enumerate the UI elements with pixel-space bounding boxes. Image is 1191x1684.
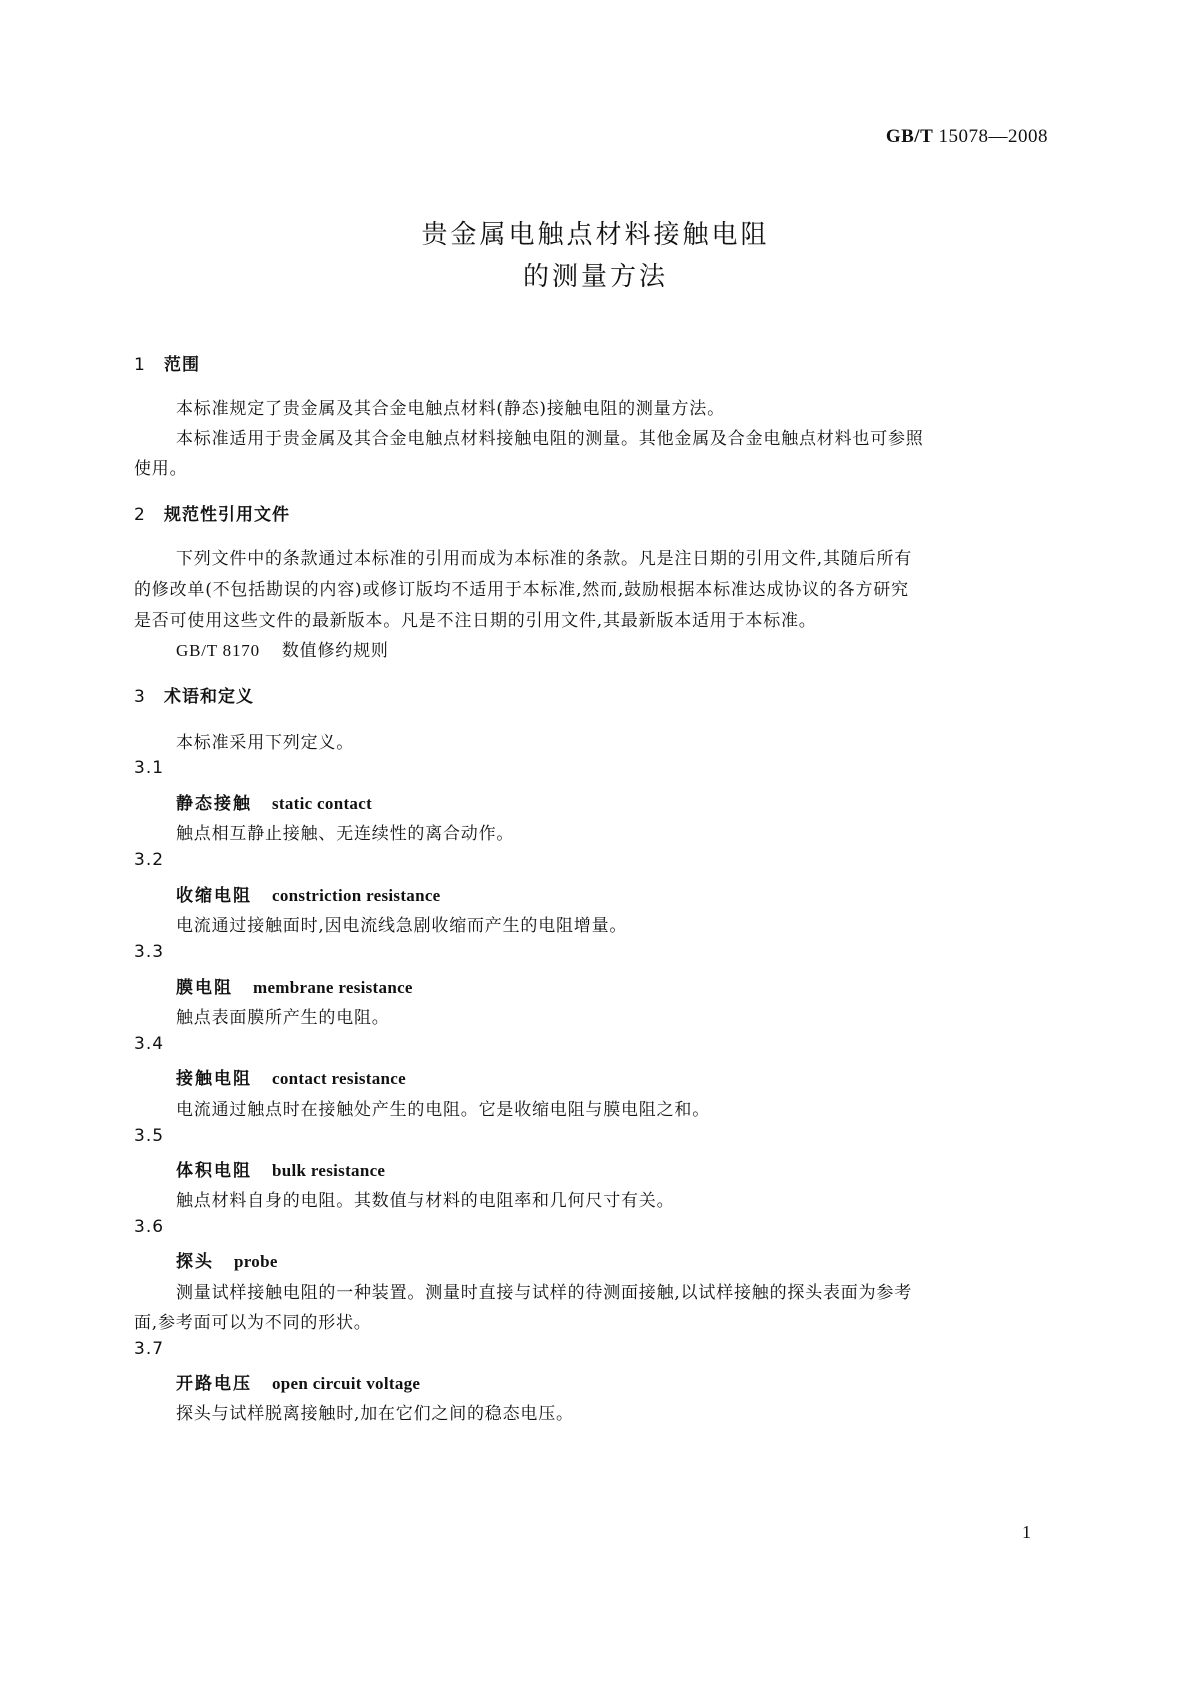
section-1-para1: 本标准规定了贵金属及其合金电触点材料(静态)接触电阻的测量方法。	[176, 399, 725, 419]
term-en: contact resistance	[272, 1069, 406, 1088]
reference-title: 数值修约规则	[281, 641, 389, 661]
section-2-para-line2: 的修改单(不包括勘误的内容)或修订版均不适用于本标准,然而,鼓励根据本标准达成协议的各方研究	[134, 580, 909, 600]
term-definition: 测量试样接触电阻的一种装置。测量时直接与试样的待测面接触,以试样接触的探头表面为参考	[176, 1283, 913, 1303]
term-definition: 触点材料自身的电阻。其数值与材料的电阻率和几何尺寸有关。	[176, 1191, 675, 1211]
section-3-intro: 本标准采用下列定义。	[176, 733, 354, 753]
term-entry	[176, 789, 372, 814]
standard-code-number: 15078—2008	[938, 126, 1048, 147]
section-2-para-line3: 是否可使用这些文件的最新版本。凡是不注日期的引用文件,其最新版本适用于本标准。	[134, 611, 817, 631]
term-definition: 电流通过触点时在接触处产生的电阻。它是收缩电阻与膜电阻之和。	[176, 1100, 710, 1120]
section-1-para2-line2: 使用。	[134, 459, 188, 479]
section-2-para-line1: 下列文件中的条款通过本标准的引用而成为本标准的条款。凡是注日期的引用文件,其随后所有	[176, 549, 913, 569]
term-definition: 探头与试样脱离接触时,加在它们之间的稳态电压。	[176, 1404, 574, 1424]
document-title-line2: 的测量方法	[522, 262, 668, 292]
term-entry	[176, 1064, 406, 1089]
term-en: bulk resistance	[272, 1161, 386, 1180]
section-number: 1	[134, 355, 146, 375]
section-title: 术语和定义	[164, 687, 254, 707]
term-zh: 静态接触	[176, 794, 252, 814]
term-en: probe	[234, 1252, 278, 1271]
section-number: 2	[134, 505, 146, 525]
term-zh: 体积电阻	[176, 1161, 252, 1181]
term-entry	[176, 1156, 385, 1181]
normative-reference	[176, 636, 389, 661]
section-1-para2-line1: 本标准适用于贵金属及其合金电触点材料接触电阻的测量。其他金属及合金电触点材料也可参照	[176, 429, 924, 449]
term-zh: 接触电阻	[176, 1069, 252, 1089]
term-en: static contact	[272, 794, 373, 813]
section-title: 规范性引用文件	[164, 505, 290, 525]
section-2-heading	[134, 500, 290, 525]
document-title-line1: 贵金属电触点材料接触电阻	[421, 220, 770, 250]
clause-number: 3.1	[134, 758, 165, 778]
clause-number: 3.6	[134, 1217, 165, 1237]
clause-number: 3.3	[134, 942, 165, 962]
term-definition: 触点表面膜所产生的电阻。	[176, 1008, 390, 1028]
clause-number: 3.4	[134, 1034, 165, 1054]
term-definition-cont: 面,参考面可以为不同的形状。	[134, 1313, 372, 1333]
term-en: membrane resistance	[253, 978, 413, 997]
term-entry	[176, 881, 441, 906]
term-en: constriction resistance	[272, 886, 441, 905]
term-en: open circuit voltage	[272, 1374, 421, 1393]
standard-code-prefix: GB/T	[885, 126, 934, 147]
clause-number: 3.7	[134, 1339, 165, 1359]
term-definition: 电流通过接触面时,因电流线急剧收缩而产生的电阻增量。	[176, 916, 628, 936]
term-entry	[176, 973, 413, 998]
section-title: 范围	[164, 355, 200, 375]
clause-number: 3.2	[134, 850, 165, 870]
reference-code: GB/T 8170	[176, 641, 260, 660]
section-number: 3	[134, 687, 146, 707]
section-3-heading	[134, 682, 254, 707]
term-zh: 膜电阻	[176, 978, 233, 998]
term-zh: 收缩电阻	[176, 886, 252, 906]
clause-number: 3.5	[134, 1126, 165, 1146]
term-zh: 开路电压	[176, 1374, 252, 1394]
standard-code	[790, 126, 1048, 148]
term-entry	[176, 1369, 420, 1394]
term-zh: 探头	[176, 1252, 214, 1272]
term-entry	[176, 1247, 278, 1272]
page-number: 1	[1022, 1522, 1031, 1542]
section-1-heading	[134, 350, 200, 375]
term-definition: 触点相互静止接触、无连续性的离合动作。	[176, 824, 515, 844]
